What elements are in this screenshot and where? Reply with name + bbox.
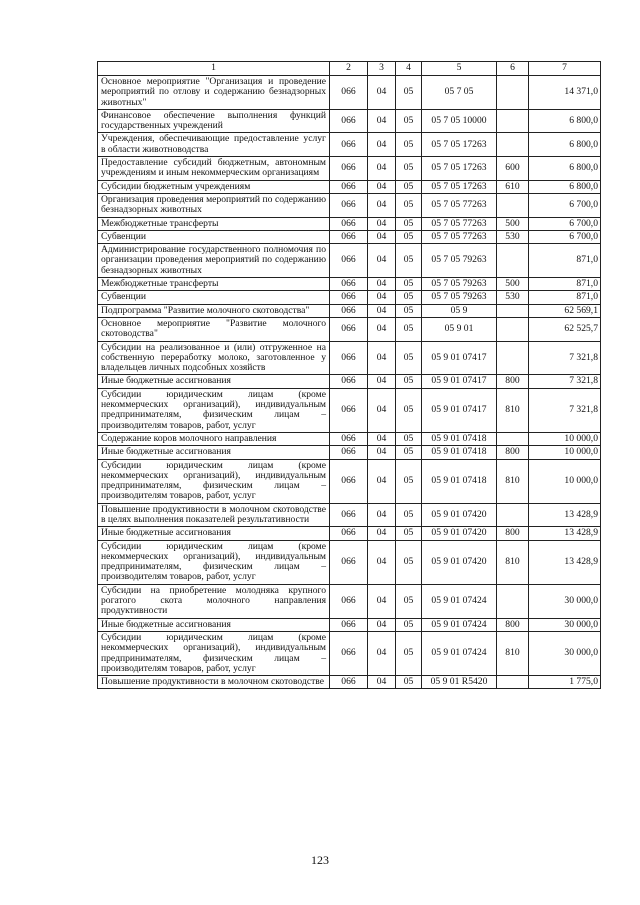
- header-cell: 3: [368, 62, 396, 76]
- document-page: [97, 61, 600, 689]
- table-row: [98, 459, 601, 503]
- row-name: Учреждения, обеспечивающие предоставление услуг в области животноводства: [98, 133, 330, 157]
- row-amount: 30 000,0: [529, 631, 601, 675]
- row-ministry-code: 066: [330, 527, 368, 540]
- header-cell: 7: [529, 62, 601, 76]
- row-ministry-code: 066: [330, 304, 368, 317]
- row-target-article: 05 7 05 79263: [422, 244, 497, 278]
- row-subsection-code: 05: [396, 341, 422, 375]
- row-ministry-code: 066: [330, 244, 368, 278]
- row-expense-type: [497, 76, 529, 110]
- table-row: [98, 157, 601, 181]
- row-section-code: 04: [368, 446, 396, 459]
- row-amount: 7 321,8: [529, 375, 601, 388]
- row-ministry-code: 066: [330, 291, 368, 304]
- row-name: Иные бюджетные ассигнования: [98, 375, 330, 388]
- row-section-code: 04: [368, 432, 396, 445]
- row-ministry-code: 066: [330, 157, 368, 181]
- table-row: [98, 341, 601, 375]
- row-expense-type: [497, 304, 529, 317]
- row-section-code: 04: [368, 291, 396, 304]
- row-amount: 62 569,1: [529, 304, 601, 317]
- row-target-article: 05 9 01 07417: [422, 375, 497, 388]
- row-section-code: 04: [368, 109, 396, 133]
- row-expense-type: 800: [497, 527, 529, 540]
- row-amount: 7 321,8: [529, 341, 601, 375]
- row-target-article: 05 9 01 07418: [422, 446, 497, 459]
- row-ministry-code: 066: [330, 133, 368, 157]
- row-subsection-code: 05: [396, 230, 422, 243]
- table-row: [98, 317, 601, 341]
- row-subsection-code: 05: [396, 291, 422, 304]
- row-target-article: 05 7 05 77263: [422, 193, 497, 217]
- row-name: Субсидии юридическим лицам (кроме некоммерческих организаций), индивидуальным предпринимателям, физическим лицам – производителям товаров, работ, услуг: [98, 540, 330, 584]
- row-section-code: 04: [368, 133, 396, 157]
- header-cell: 1: [98, 62, 330, 76]
- row-section-code: 04: [368, 217, 396, 230]
- row-name: Подпрограмма "Развитие молочного скотоводства": [98, 304, 330, 317]
- row-ministry-code: 066: [330, 388, 368, 432]
- row-name: Иные бюджетные ассигнования: [98, 618, 330, 631]
- row-name: Финансовое обеспечение выполнения функций государственных учреждений: [98, 109, 330, 133]
- row-target-article: 05 9 01 07424: [422, 618, 497, 631]
- row-name: Администрирование государственного полномочия по организации проведения мероприятий по содержанию безнадзорных животных: [98, 244, 330, 278]
- row-subsection-code: 05: [396, 157, 422, 181]
- row-expense-type: 810: [497, 459, 529, 503]
- row-ministry-code: 066: [330, 217, 368, 230]
- table-row: [98, 244, 601, 278]
- header-cell: 5: [422, 62, 497, 76]
- row-expense-type: 530: [497, 291, 529, 304]
- row-subsection-code: 05: [396, 278, 422, 291]
- row-amount: 30 000,0: [529, 618, 601, 631]
- row-name: Содержание коров молочного направления: [98, 432, 330, 445]
- row-amount: 30 000,0: [529, 584, 601, 618]
- row-target-article: 05 7 05 77263: [422, 230, 497, 243]
- row-section-code: 04: [368, 193, 396, 217]
- header-row: [98, 62, 601, 76]
- row-subsection-code: 05: [396, 459, 422, 503]
- row-amount: 6 800,0: [529, 133, 601, 157]
- row-ministry-code: 066: [330, 676, 368, 689]
- row-section-code: 04: [368, 388, 396, 432]
- row-amount: 6 800,0: [529, 157, 601, 181]
- row-name: Субсидии на приобретение молодняка крупного рогатого скота молочного направления продуктивности: [98, 584, 330, 618]
- row-section-code: 04: [368, 157, 396, 181]
- row-name: Иные бюджетные ассигнования: [98, 527, 330, 540]
- row-target-article: 05 9 01 R5420: [422, 676, 497, 689]
- row-target-article: 05 9 01 07424: [422, 584, 497, 618]
- budget-table: [97, 61, 601, 689]
- row-amount: 6 800,0: [529, 109, 601, 133]
- row-subsection-code: 05: [396, 193, 422, 217]
- row-name: Субсидии юридическим лицам (кроме некоммерческих организаций), индивидуальным предпринимателям, физическим лицам – производителям товаров, работ, услуг: [98, 631, 330, 675]
- table-row: [98, 388, 601, 432]
- row-subsection-code: 05: [396, 388, 422, 432]
- table-row: [98, 375, 601, 388]
- table-row: [98, 217, 601, 230]
- row-expense-type: 800: [497, 446, 529, 459]
- row-expense-type: 500: [497, 217, 529, 230]
- row-subsection-code: 05: [396, 503, 422, 527]
- row-section-code: 04: [368, 618, 396, 631]
- row-ministry-code: 066: [330, 503, 368, 527]
- row-subsection-code: 05: [396, 446, 422, 459]
- row-target-article: 05 9 01 07418: [422, 432, 497, 445]
- row-target-article: 05 7 05 79263: [422, 278, 497, 291]
- header-cell: 2: [330, 62, 368, 76]
- row-target-article: 05 9 01 07417: [422, 388, 497, 432]
- row-section-code: 04: [368, 459, 396, 503]
- row-section-code: 04: [368, 540, 396, 584]
- row-ministry-code: 066: [330, 193, 368, 217]
- row-target-article: 05 7 05 79263: [422, 291, 497, 304]
- row-name: Предоставление субсидий бюджетным, автономным учреждениям и иным некоммерческим организациям: [98, 157, 330, 181]
- row-target-article: 05 9 01 07420: [422, 540, 497, 584]
- row-target-article: 05 7 05: [422, 76, 497, 110]
- row-section-code: 04: [368, 180, 396, 193]
- row-target-article: 05 7 05 17263: [422, 180, 497, 193]
- row-subsection-code: 05: [396, 676, 422, 689]
- row-amount: 6 700,0: [529, 230, 601, 243]
- row-expense-type: [497, 109, 529, 133]
- row-expense-type: 800: [497, 375, 529, 388]
- row-ministry-code: 066: [330, 618, 368, 631]
- row-section-code: 04: [368, 341, 396, 375]
- row-section-code: 04: [368, 676, 396, 689]
- row-ministry-code: 066: [330, 432, 368, 445]
- table-row: [98, 503, 601, 527]
- row-expense-type: 530: [497, 230, 529, 243]
- row-target-article: 05 7 05 10000: [422, 109, 497, 133]
- row-amount: 871,0: [529, 278, 601, 291]
- row-ministry-code: 066: [330, 375, 368, 388]
- row-section-code: 04: [368, 631, 396, 675]
- table-row: [98, 278, 601, 291]
- row-expense-type: 810: [497, 631, 529, 675]
- table-row: [98, 76, 601, 110]
- table-row: [98, 527, 601, 540]
- row-target-article: 05 9 01 07417: [422, 341, 497, 375]
- row-expense-type: [497, 341, 529, 375]
- row-target-article: 05 9 01 07420: [422, 527, 497, 540]
- row-section-code: 04: [368, 527, 396, 540]
- row-target-article: 05 9 01 07424: [422, 631, 497, 675]
- row-section-code: 04: [368, 375, 396, 388]
- row-amount: 1 775,0: [529, 676, 601, 689]
- table-body: [98, 62, 601, 689]
- table-row: [98, 230, 601, 243]
- row-amount: 13 428,9: [529, 540, 601, 584]
- row-amount: 871,0: [529, 291, 601, 304]
- row-amount: 871,0: [529, 244, 601, 278]
- row-name: Повышение продуктивности в молочном скотоводстве: [98, 676, 330, 689]
- row-section-code: 04: [368, 76, 396, 110]
- row-name: Иные бюджетные ассигнования: [98, 446, 330, 459]
- table-row: [98, 540, 601, 584]
- row-name: Субвенции: [98, 230, 330, 243]
- row-subsection-code: 05: [396, 317, 422, 341]
- row-ministry-code: 066: [330, 230, 368, 243]
- row-subsection-code: 05: [396, 631, 422, 675]
- row-section-code: 04: [368, 317, 396, 341]
- row-expense-type: [497, 133, 529, 157]
- row-section-code: 04: [368, 230, 396, 243]
- page-number: 123: [311, 853, 329, 867]
- row-amount: 10 000,0: [529, 459, 601, 503]
- row-ministry-code: 066: [330, 540, 368, 584]
- row-name: Организация проведения мероприятий по содержанию безнадзорных животных: [98, 193, 330, 217]
- row-section-code: 04: [368, 304, 396, 317]
- row-target-article: 05 7 05 17263: [422, 133, 497, 157]
- table-row: [98, 618, 601, 631]
- row-amount: 13 428,9: [529, 527, 601, 540]
- row-expense-type: [497, 584, 529, 618]
- table-row: [98, 133, 601, 157]
- row-expense-type: [497, 676, 529, 689]
- row-subsection-code: 05: [396, 618, 422, 631]
- row-name: Субсидии бюджетным учреждениям: [98, 180, 330, 193]
- row-target-article: 05 9 01: [422, 317, 497, 341]
- row-section-code: 04: [368, 244, 396, 278]
- row-ministry-code: 066: [330, 631, 368, 675]
- row-expense-type: 600: [497, 157, 529, 181]
- table-row: [98, 291, 601, 304]
- row-target-article: 05 9: [422, 304, 497, 317]
- row-section-code: 04: [368, 584, 396, 618]
- row-expense-type: 810: [497, 540, 529, 584]
- row-name: Субвенции: [98, 291, 330, 304]
- row-name: Субсидии юридическим лицам (кроме некоммерческих организаций), индивидуальным предпринимателям, физическим лицам – производителям товаров, работ, услуг: [98, 459, 330, 503]
- row-section-code: 04: [368, 278, 396, 291]
- row-subsection-code: 05: [396, 584, 422, 618]
- row-amount: 10 000,0: [529, 446, 601, 459]
- row-subsection-code: 05: [396, 76, 422, 110]
- table-row: [98, 304, 601, 317]
- row-ministry-code: 066: [330, 317, 368, 341]
- row-subsection-code: 05: [396, 432, 422, 445]
- row-amount: 62 525,7: [529, 317, 601, 341]
- header-cell: 6: [497, 62, 529, 76]
- row-target-article: 05 7 05 17263: [422, 157, 497, 181]
- table-row: [98, 180, 601, 193]
- row-name: Межбюджетные трансферты: [98, 217, 330, 230]
- row-subsection-code: 05: [396, 244, 422, 278]
- row-ministry-code: 066: [330, 459, 368, 503]
- table-row: [98, 446, 601, 459]
- row-amount: 13 428,9: [529, 503, 601, 527]
- table-row: [98, 109, 601, 133]
- row-expense-type: [497, 503, 529, 527]
- row-amount: 6 700,0: [529, 217, 601, 230]
- row-subsection-code: 05: [396, 109, 422, 133]
- row-subsection-code: 05: [396, 304, 422, 317]
- row-target-article: 05 9 01 07418: [422, 459, 497, 503]
- row-target-article: 05 9 01 07420: [422, 503, 497, 527]
- row-subsection-code: 05: [396, 527, 422, 540]
- row-expense-type: [497, 193, 529, 217]
- row-name: Основное мероприятие "Организация и проведение мероприятий по отлову и содержанию безнадзорных животных": [98, 76, 330, 110]
- row-expense-type: 800: [497, 618, 529, 631]
- row-expense-type: 610: [497, 180, 529, 193]
- row-amount: 6 800,0: [529, 180, 601, 193]
- row-expense-type: [497, 244, 529, 278]
- table-row: [98, 193, 601, 217]
- table-row: [98, 676, 601, 689]
- row-expense-type: 810: [497, 388, 529, 432]
- table-row: [98, 631, 601, 675]
- header-cell: 4: [396, 62, 422, 76]
- table-row: [98, 432, 601, 445]
- row-ministry-code: 066: [330, 76, 368, 110]
- row-name: Субсидии юридическим лицам (кроме некоммерческих организаций), индивидуальным предпринимателям, физическим лицам – производителям товаров, работ, услуг: [98, 388, 330, 432]
- row-name: Субсидии на реализованное и (или) отгруженное на собственную переработку молоко, заготовленное у владельцев личных подсобных хозяйств: [98, 341, 330, 375]
- row-section-code: 04: [368, 503, 396, 527]
- row-amount: 6 700,0: [529, 193, 601, 217]
- row-expense-type: 500: [497, 278, 529, 291]
- row-name: Межбюджетные трансферты: [98, 278, 330, 291]
- row-amount: 7 321,8: [529, 388, 601, 432]
- row-ministry-code: 066: [330, 341, 368, 375]
- row-ministry-code: 066: [330, 278, 368, 291]
- row-subsection-code: 05: [396, 180, 422, 193]
- row-amount: 10 000,0: [529, 432, 601, 445]
- row-ministry-code: 066: [330, 180, 368, 193]
- row-ministry-code: 066: [330, 446, 368, 459]
- row-subsection-code: 05: [396, 540, 422, 584]
- row-ministry-code: 066: [330, 109, 368, 133]
- row-subsection-code: 05: [396, 133, 422, 157]
- row-ministry-code: 066: [330, 584, 368, 618]
- row-name: Основное мероприятие "Развитие молочного скотоводства": [98, 317, 330, 341]
- table-row: [98, 584, 601, 618]
- row-expense-type: [497, 317, 529, 341]
- row-subsection-code: 05: [396, 217, 422, 230]
- row-expense-type: [497, 432, 529, 445]
- row-amount: 14 371,0: [529, 76, 601, 110]
- row-name: Повышение продуктивности в молочном скотоводстве в целях выполнения показателей результативности: [98, 503, 330, 527]
- row-target-article: 05 7 05 77263: [422, 217, 497, 230]
- row-subsection-code: 05: [396, 375, 422, 388]
